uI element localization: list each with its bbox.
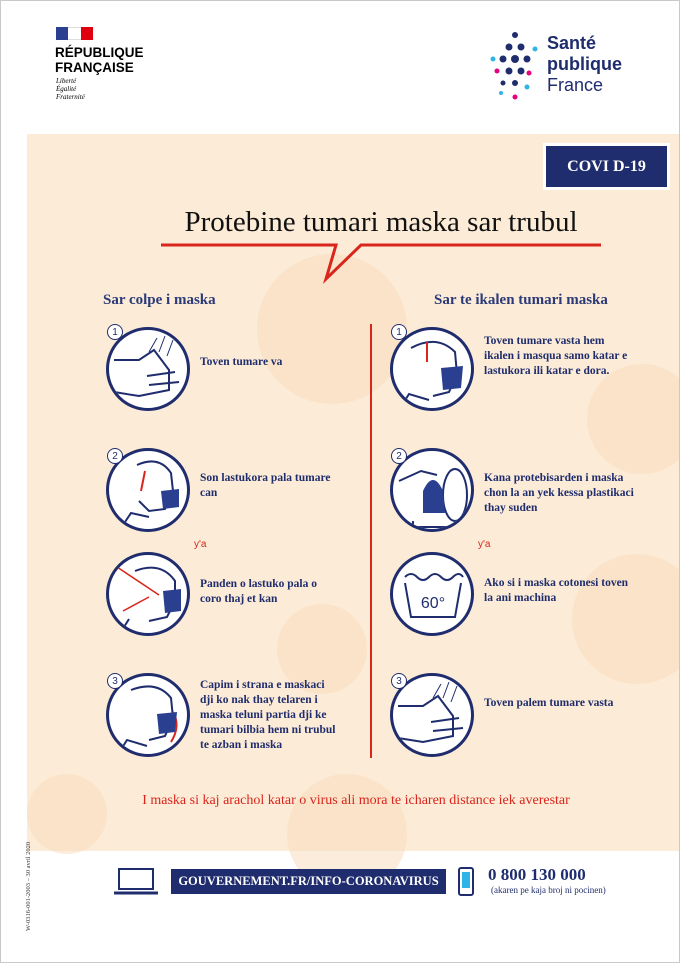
republic-name: RÉPUBLIQUE FRANÇAISE [55, 45, 144, 75]
title-speech-line-icon [161, 237, 601, 287]
step-text: Toven palem tumare vasta [484, 697, 614, 709]
step-text: Kana protebisarden i maska chon la an yek kessa plastikaci thay suden [484, 472, 634, 514]
virus-decoration [587, 364, 680, 474]
left-heading: Sar colpe i maska [103, 292, 216, 308]
step-text: Toven tumare va [200, 356, 283, 368]
or-label: y'a [194, 539, 207, 550]
column-divider [370, 324, 372, 758]
washing-60-icon [390, 552, 474, 636]
step-number: 2 [391, 448, 407, 464]
step-number: 3 [107, 673, 123, 689]
sante-publique-name: Santé publique France [547, 33, 622, 95]
step-text: Ako si i maska cotonesi toven la ani machina [484, 577, 629, 604]
step-number: 3 [391, 673, 407, 689]
sante-publique-logo-icon [489, 29, 541, 105]
step-text: Capim i strana e maskaci dji ko nak thay telaren i maska teluni partia dji ke tumari bilbia hem ni trubul te azban i maska [200, 679, 336, 751]
step-text: Son lastukora pala tumare can [200, 472, 331, 499]
page-title: Protebine tumari maska sar trubul [184, 206, 578, 238]
reference-code: W-0316-001-2003 – 30 avril 2020 [25, 841, 32, 931]
step-number: 1 [107, 324, 123, 340]
tie-mask-icon [106, 552, 190, 636]
phone-note: (akaren pe kaja broj ni pocinen) [491, 885, 606, 895]
or-label: y'a [478, 539, 491, 550]
french-flag-icon [56, 27, 93, 40]
step-number: 2 [107, 448, 123, 464]
warning-text: I maska si kaj arachol katar o virus ali mora te icharen distance iek averestar [142, 793, 570, 808]
republic-motto: Liberté Égalité Fraternité [56, 77, 85, 101]
virus-decoration [572, 554, 680, 684]
step-text: Panden o lastuko pala o coro thaj et kan [200, 578, 317, 605]
step-number: 1 [391, 324, 407, 340]
step-text: Toven tumare vasta hem ikalen i masqua samo katar e lastukora ili katar e dora. [484, 335, 628, 377]
gov-info-link[interactable]: GOUVERNEMENT.FR/INFO-CORONAVIRUS [171, 869, 446, 894]
right-heading: Sar te ikalen tumari maska [434, 292, 608, 308]
phone-icon [457, 867, 475, 897]
wash-temperature: 60° [420, 595, 446, 612]
covid-badge: COVI D-19 [546, 146, 667, 187]
phone-number[interactable]: 0 800 130 000 [488, 865, 586, 884]
virus-decoration [27, 774, 107, 854]
laptop-icon [113, 867, 159, 897]
wash-hands-icon [106, 327, 190, 411]
remove-mask-icon [390, 327, 474, 411]
